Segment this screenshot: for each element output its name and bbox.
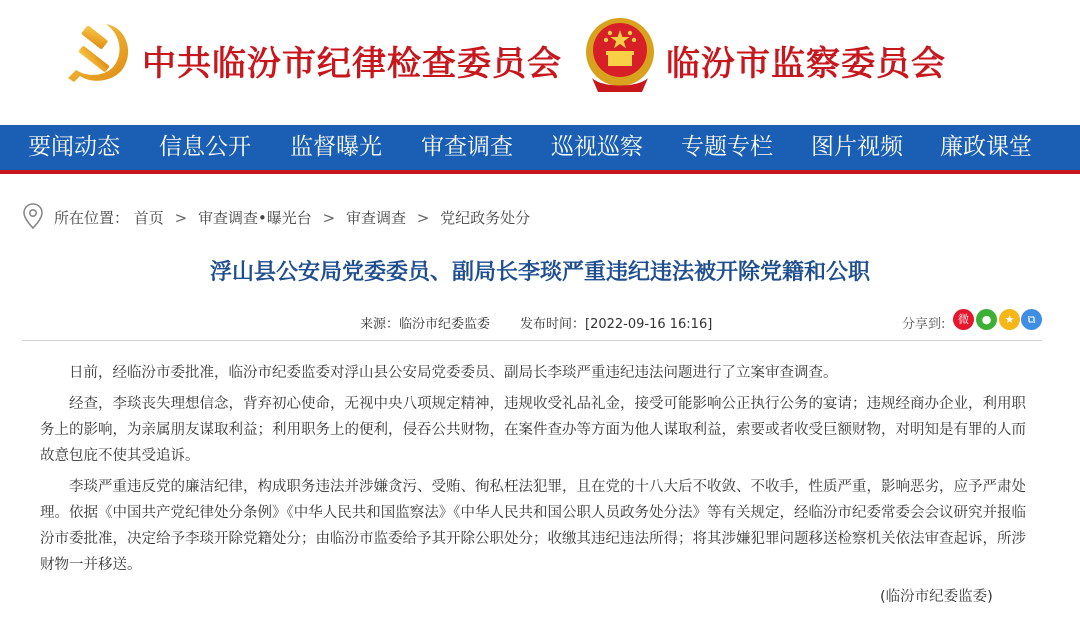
qzone-icon[interactable]: ★ [999,309,1020,330]
location-pin-icon [22,203,44,229]
copy-icon[interactable]: ⧉ [1021,309,1042,330]
site-header [0,0,1080,125]
site-title-state: 临汾市监察委员会 [666,44,946,84]
nav-item-review-investigation[interactable]: 审查调查 [421,134,513,160]
national-emblem-icon [582,14,658,96]
breadcrumb-separator: > [174,209,188,227]
article-source-footer: (临汾市纪委监委) [880,589,993,605]
nav-item-inspection[interactable]: 巡视巡察 [551,134,643,160]
article-paragraph: 日前，经临汾市委批准，临汾市纪委监委对浮山县公安局党委委员、副局长李琰严重违纪违法问题进行了立案审查调查。 [69,365,838,381]
nav-item-supervision-exposure[interactable]: 监督曝光 [290,134,382,160]
article-body [40,360,1030,583]
nav-item-special-topics[interactable]: 专题专栏 [681,134,773,160]
breadcrumb-separator: > [322,209,336,227]
site-title-party: 中共临汾市纪律检查委员会 [142,44,562,84]
article-publish-time: 发布时间：[2022-09-16 16:16] [520,317,713,332]
breadcrumb-review-link[interactable]: 审查调查 [345,209,406,227]
breadcrumb-discipline-link[interactable]: 党纪政务处分 [440,209,531,227]
weibo-icon[interactable]: 微 [953,309,974,330]
nav-item-integrity-class[interactable]: 廉政课堂 [940,134,1032,160]
breadcrumb-review-exposure-link[interactable]: 审查调查•曝光台 [197,209,312,227]
breadcrumb-label: 所在位置： [54,209,130,227]
party-emblem-icon [66,18,134,90]
wechat-icon[interactable]: ● [976,309,997,330]
breadcrumb-separator: > [416,209,430,227]
breadcrumb-home-link[interactable]: 首页 [133,209,164,227]
article-paragraph: 李琰严重违反党的廉洁纪律，构成职务违法并涉嫌贪污、受贿、徇私枉法犯罪，且在党的十八大后不收敛、不收手，性质严重，影响恶劣，应予严肃处理。依据《中国共产党纪律处分条例》《中华人民共和国监察法》《中华人民共和国公职人员政务处分法》等有关规定，经临汾市纪委常委会会议研究并报临汾市委批准，决定给予李琰开除党籍处分；由临汾市监委给予其开除公职处分；收缴其违纪违法所得；将其涉嫌犯罪问题移送检察机关依法审查起诉，所涉财物一并移送。 [40,479,1026,573]
nav-item-info-disclosure[interactable]: 信息公开 [159,134,251,160]
nav-item-news[interactable]: 要闻动态 [28,134,120,160]
article-source: 来源：临汾市纪委监委 [360,317,491,332]
article-paragraph: 经查，李琰丧失理想信念，背弃初心使命，无视中央八项规定精神，违规收受礼品礼金，接受可能影响公正执行公务的宴请；违规经商办企业，利用职务上的影响，为亲属朋友谋取利益；利用职务上的便利，侵吞公共财物，在案件查办等方面为他人谋取利益，索要或者收受巨额财物，对明知是有罪的人而故意包庇不使其受追诉。 [40,396,1026,464]
article-title: 浮山县公安局党委委员、副局长李琰严重违纪违法被开除党籍和公职 [209,260,870,285]
meta-divider [22,340,1042,341]
main-nav [0,125,1080,174]
share-label: 分享到: [902,317,946,332]
nav-item-photos-videos[interactable]: 图片视频 [811,134,903,160]
